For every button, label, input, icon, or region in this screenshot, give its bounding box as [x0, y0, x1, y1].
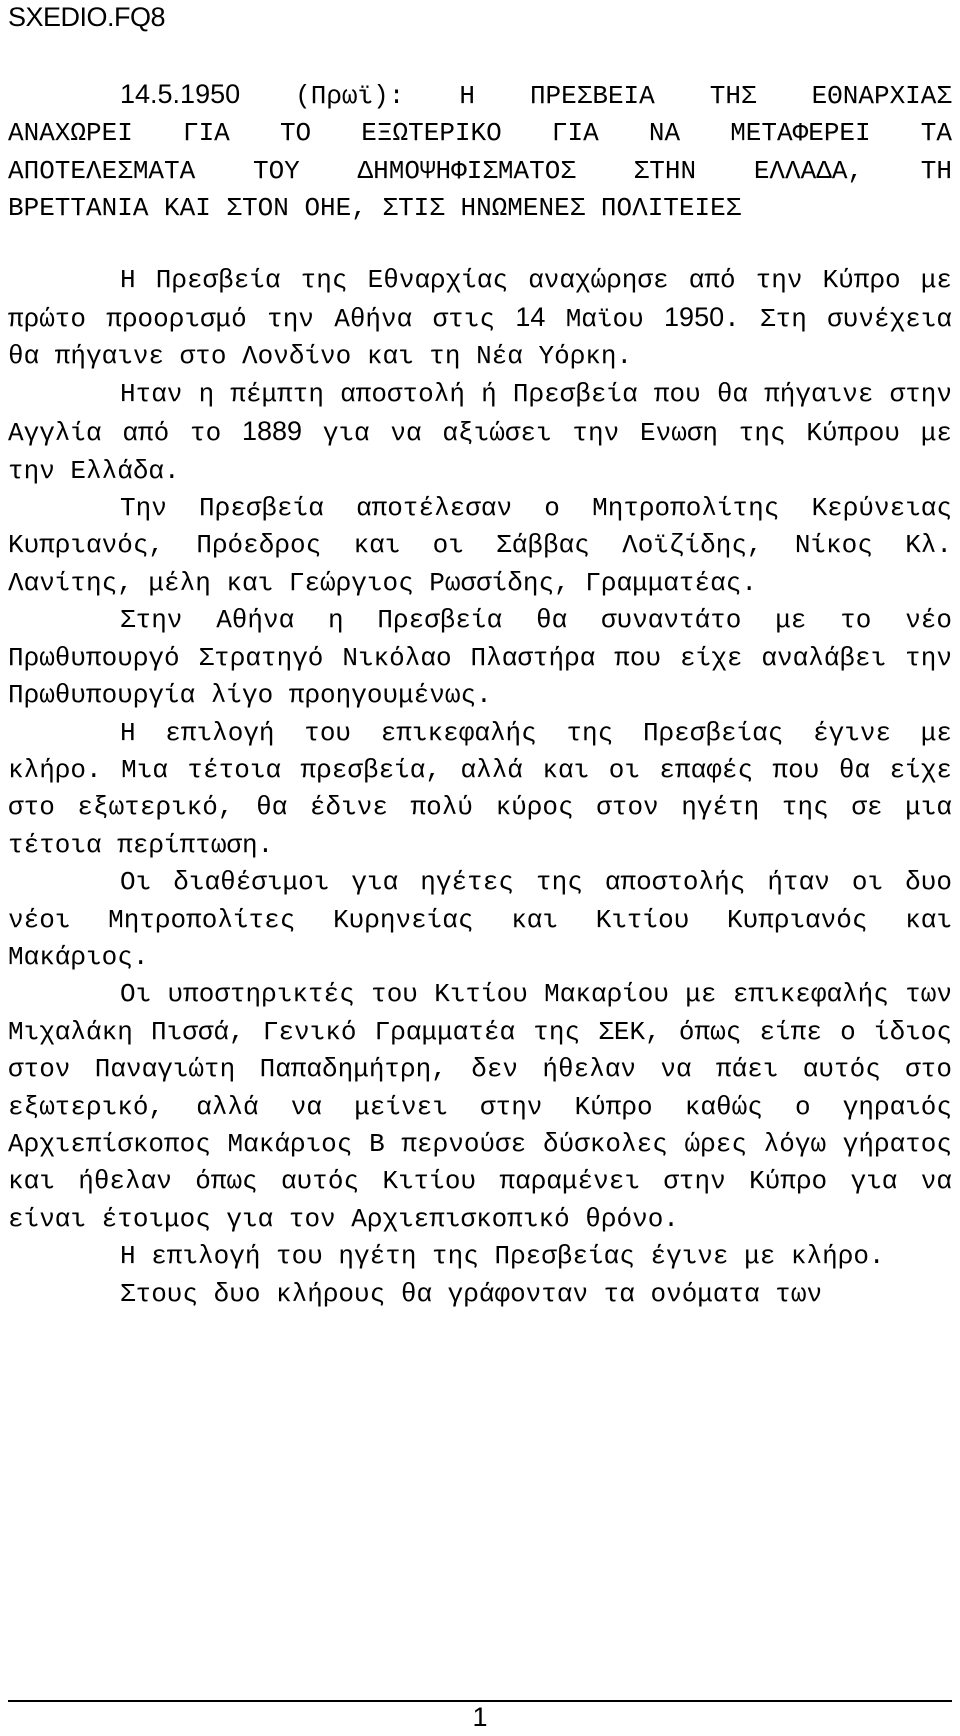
heading-line-1-text: (Πρωϊ): Η ΠΡΕΣΒΕΙΑ ΤΗΣ ΕΘΝΑΡΧΙΑΣ: [240, 81, 952, 111]
paragraph-9: Στους δυο κλήρους θα γράφονταν τα ονόματα των: [120, 1278, 823, 1309]
heading-line-3: ΑΠΟΤΕΛΕΣΜΑΤΑ ΤΟΥ ΔΗΜΟΨΗΦΙΣΜΑΤΟΣ ΣΤΗΝ ΕΛΛΑΔΑ, ΤΗ: [8, 155, 952, 186]
paragraph-2: [8, 376, 952, 490]
heading-line-2: ΑΝΑΧΩΡΕΙ ΓΙΑ ΤΟ ΕΞΩΤΕΡΙΚΟ ΓΙΑ ΝΑ ΜΕΤΑΦΕΡΕΙ ΤΑ: [8, 118, 952, 149]
paragraph-2-text-b: για να αξιώσει την Ενωση της Κύπρου με την Ελλάδα.: [8, 418, 953, 486]
paragraph-5: Η επιλογή του επικεφαλής της Πρεσβείας έγινε με κλήρο. Μια τέτοια πρεσβεία, αλλά και οι επαφές που θα είχε στο εξωτερικό, θα έδινε πολύ κύρος στον ηγέτη της σε μια τέτοια περίπτωση.: [8, 717, 952, 860]
heading-line-1: [8, 76, 952, 115]
document-label: SXEDIO.FQ8: [8, 2, 166, 32]
section-heading: [8, 76, 952, 228]
paragraph-1-year: 1950: [664, 302, 725, 333]
paragraph-4: Στην Αθήνα η Πρεσβεία θα συναντάτο με το νέο Πρωθυπουργό Στρατηγό Νικόλαο Πλαστήρα που είχε αναλάβει την Πρωθυπουργία λίγο προηγουμένως.: [8, 605, 952, 711]
paragraph-7: Οι υποστηρικτές του Κιτίου Μακαρίου με επικεφαλής των Μιχαλάκη Πισσά, Γενικό Γραμματέα της ΣΕΚ, όπως είπε ο ίδιος στον Παναγιώτη Παπαδημήτρη, δεν ήθελαν να πάει αυτός στο εξωτερικό, αλλά να μείνει στην Κύπρο καθώς ο γηραιός Αρχιεπίσκοπος Μακάριος Β περνούσε δύσκολες ώρες λόγω γήρατος και ήθελαν όπως αυτός Κιτίου παραμένει στην Κύπρο για να είναι έτοιμος για τον Αρχιεπισκοπικό θρόνο.: [8, 979, 952, 1234]
paragraph-6: Οι διαθέσιμοι για ηγέτες της αποστολής ήταν οι δυο νέοι Μητροπολίτες Κυρηνείας και Κιτίου Κυπριανός και Μακάριος.: [8, 867, 952, 972]
document-page: [8, 76, 952, 1313]
heading-line-4: ΒΡΕΤΤΑΝΙΑ ΚΑΙ ΣΤΟΝ ΟΗΕ, ΣΤΙΣ ΗΝΩΜΕΝΕΣ ΠΟΛΙΤΕΙΕΣ: [8, 193, 742, 224]
paragraph-1-text-b: Μαϊου: [545, 304, 665, 335]
paragraph-3: Την Πρεσβεία αποτέλεσαν ο Μητροπολίτης Κερύνειας Κυπριανός, Πρόεδρος και οι Σάββας Λοϊζίδης, Νίκος Κλ. Λανίτης, μέλη και Γεώργιος Ρωσσίδης, Γραμματέας.: [8, 493, 952, 598]
paragraph-1-day: 14: [515, 302, 546, 333]
paragraph-1: [8, 262, 952, 376]
paragraph-1-text-a: Η Πρεσβεία της Εθναρχίας αναχώρησε από την Κύπρο με πρώτο προορισμό την Αθήνα στις: [8, 264, 952, 335]
paragraph-2-text-a: Ηταν η πέμπτη αποστολή ή Πρεσβεία που θα πήγαινε στην Αγγλία από το: [8, 378, 952, 449]
heading-date: 14.5.1950: [120, 79, 241, 109]
paragraph-1-text-c: . Στη συνέχεια θα πήγαινε στο Λονδίνο και τη Νέα Υόρκη.: [8, 304, 952, 372]
page-number: 1: [472, 1702, 488, 1732]
paragraph-8: Η επιλογή του ηγέτη της Πρεσβείας έγινε με κλήρο.: [120, 1241, 885, 1272]
paragraph-2-year: 1889: [241, 416, 303, 447]
